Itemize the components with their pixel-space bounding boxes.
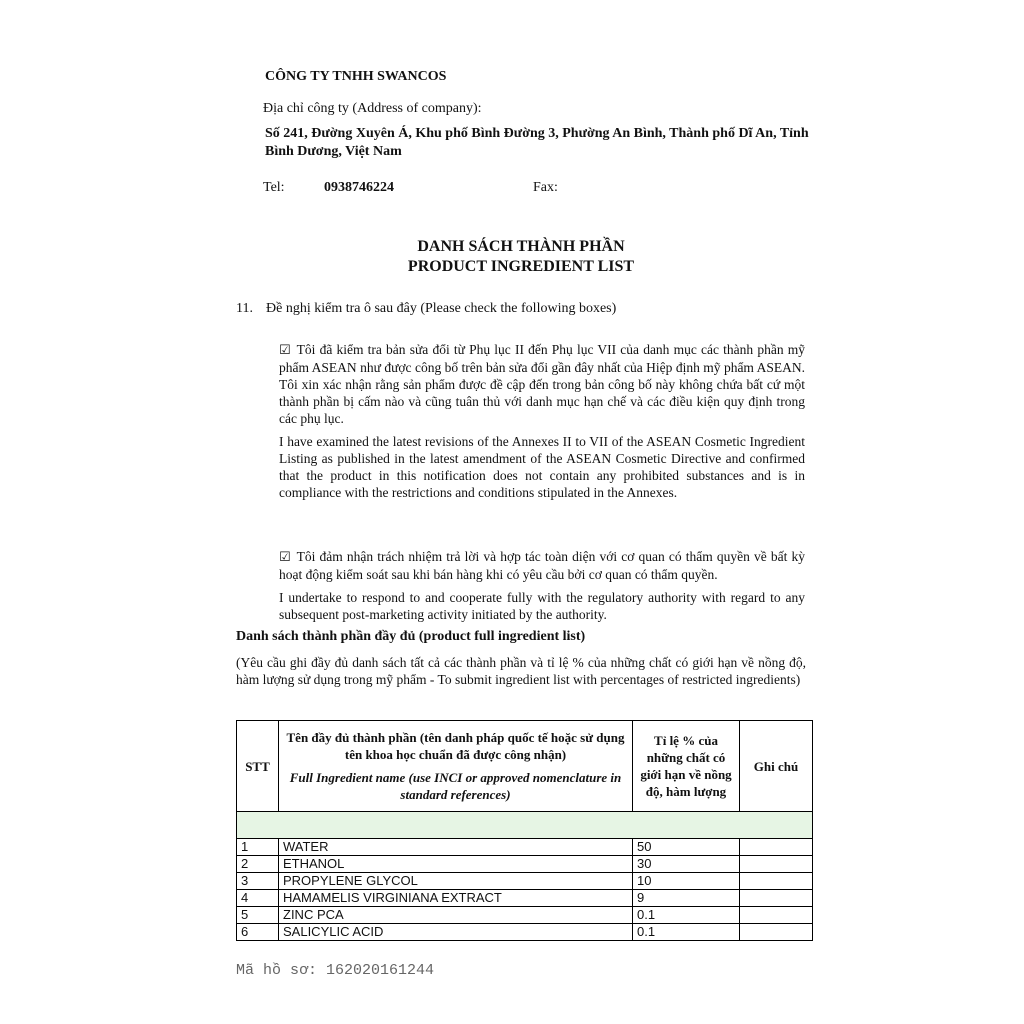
section-instruction: Đề nghị kiểm tra ô sau đây (Please check the following boxes) — [266, 301, 617, 316]
declaration-2-vi-text: Tôi đảm nhận trách nhiệm trả lời và hợp tác toàn diện với cơ quan có thẩm quyền về bất kỳ hoạt động kiểm soát sau khi bán hàng khi có yêu cầu bởi cơ quan có thẩm quyền. — [279, 549, 805, 582]
cell-note — [740, 839, 813, 856]
declaration-2-vi — [279, 548, 805, 583]
header-ingredient-name — [279, 721, 633, 812]
section-number: 11. — [236, 301, 253, 316]
cell-note — [740, 924, 813, 941]
header-percentage: Tỉ lệ % của những chất có giới hạn về nồng độ, hàm lượng — [633, 721, 740, 812]
fax-label: Fax: — [533, 180, 558, 195]
checked-box-icon: ☑ — [279, 343, 291, 358]
table-row — [237, 839, 813, 856]
document-title-vi: DANH SÁCH THÀNH PHẦN — [417, 238, 625, 255]
table-spacer-row — [237, 812, 813, 839]
spacer-cell — [237, 812, 813, 839]
table-header-row — [237, 721, 813, 812]
cell-ingredient: HAMAMELIS VIRGINIANA EXTRACT — [279, 890, 633, 907]
cell-stt: 1 — [237, 839, 279, 856]
company-name: CÔNG TY TNHH SWANCOS — [265, 69, 447, 84]
ingredient-table — [236, 720, 813, 941]
cell-stt: 6 — [237, 924, 279, 941]
cell-percentage: 0.1 — [633, 907, 740, 924]
table-row — [237, 924, 813, 941]
header-name-en: Full Ingredient name (use INCI or approved nomenclature in standard references) — [289, 770, 622, 802]
tel-value: 0938746224 — [324, 180, 394, 195]
cell-percentage: 30 — [633, 856, 740, 873]
header-name-vi: Tên đầy đủ thành phần (tên danh pháp quốc tế hoặc sử dụng tên khoa học chuẩn đã được công nhận) — [286, 730, 625, 762]
table-row — [237, 890, 813, 907]
checked-box-icon: ☑ — [279, 550, 291, 565]
header-note: Ghi chú — [740, 721, 813, 812]
tel-label: Tel: — [263, 180, 285, 195]
record-code: Mã hồ sơ: 162020161244 — [236, 962, 435, 979]
cell-stt: 3 — [237, 873, 279, 890]
cell-ingredient: ETHANOL — [279, 856, 633, 873]
cell-ingredient: WATER — [279, 839, 633, 856]
cell-ingredient: ZINC PCA — [279, 907, 633, 924]
company-address: Số 241, Đường Xuyên Á, Khu phố Bình Đường 3, Phường An Bình, Thành phố Dĩ An, Tỉnh Bình Dương, Việt Nam — [265, 126, 809, 159]
cell-note — [740, 890, 813, 907]
declaration-1-vi-text: Tôi đã kiểm tra bản sửa đổi từ Phụ lục II đến Phụ lục VII của danh mục các thành phần mỹ phẩm ASEAN như được công bố trên bản sửa đổi gần đây nhất của Hiệp định mỹ phẩm ASEAN. Tôi xin xác nhận rằng sản phẩm được đề cập đến trong bản công bố này không chứa bất cứ một thành phần bị cấm nào và cũng tuân thủ với danh mục hạn chế và các điều kiện quy định trong các phụ lục. — [279, 342, 805, 426]
cell-ingredient: PROPYLENE GLYCOL — [279, 873, 633, 890]
declaration-1-en: I have examined the latest revisions of the Annexes II to VII of the ASEAN Cosmetic Ingredient Listing as published in the latest amendment of the ASEAN Cosmetic Directive and confirmed that the product in this notification does not contain any prohibited substances and is in compliance with the restrictions and conditions stipulated in the Annexes. — [279, 434, 805, 500]
declaration-2-en: I undertake to respond to and cooperate fully with the regulatory authority with regard to any subsequent post-marketing activity initiated by the authority. — [279, 590, 805, 622]
cell-percentage: 0.1 — [633, 924, 740, 941]
table-row — [237, 856, 813, 873]
cell-note — [740, 907, 813, 924]
document-title-en: PRODUCT INGREDIENT LIST — [407, 258, 635, 275]
header-stt: STT — [237, 721, 279, 812]
cell-stt: 4 — [237, 890, 279, 907]
cell-stt: 2 — [237, 856, 279, 873]
cell-percentage: 10 — [633, 873, 740, 890]
address-label: Địa chỉ công ty (Address of company): — [263, 101, 482, 116]
cell-percentage: 50 — [633, 839, 740, 856]
cell-ingredient: SALICYLIC ACID — [279, 924, 633, 941]
cell-note — [740, 856, 813, 873]
cell-percentage: 9 — [633, 890, 740, 907]
declaration-1-vi — [279, 341, 805, 427]
table-row — [237, 907, 813, 924]
full-list-note: (Yêu cầu ghi đầy đủ danh sách tất cả các thành phần và tỉ lệ % của những chất có giới hạn về nồng độ, hàm lượng sử dụng trong mỹ phẩm - To submit ingredient list with percentages of restricted ingredients) — [236, 655, 806, 687]
cell-note — [740, 873, 813, 890]
cell-stt: 5 — [237, 907, 279, 924]
table-row — [237, 873, 813, 890]
full-list-title: Danh sách thành phần đầy đủ (product full ingredient list) — [236, 629, 586, 644]
